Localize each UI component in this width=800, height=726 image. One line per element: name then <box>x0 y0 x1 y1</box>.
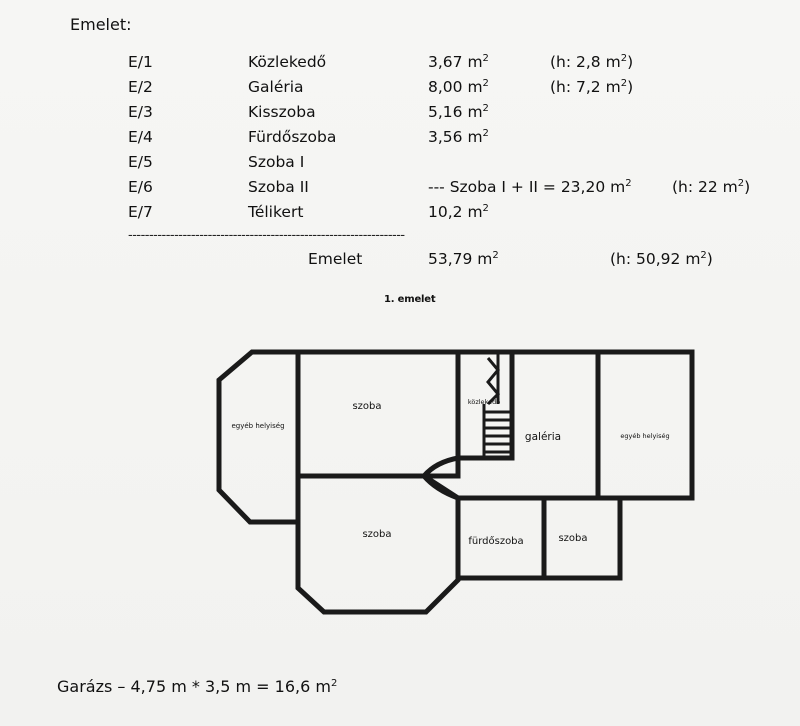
room-name: Szoba I <box>248 153 305 171</box>
label-egyeb-right: egyéb helyiség <box>620 432 670 440</box>
section-heading: Emelet: <box>70 15 132 34</box>
room-name: Télikert <box>248 203 304 221</box>
room-h-area: (h: 2,8 $m^2$) <box>550 53 634 71</box>
room-code: E/4 <box>128 128 153 146</box>
room-code: E/2 <box>128 78 153 96</box>
label-galeria: galéria <box>524 431 562 443</box>
room-code: E/6 <box>128 178 153 196</box>
room-area: 10,2 $m^2$ <box>428 203 489 221</box>
label-egyeb-left: egyéb helyiség <box>231 422 285 430</box>
room-area: 3,56 $m^2$ <box>428 128 489 146</box>
room-area: 8,00 $m^2$ <box>428 78 489 96</box>
total-label: Emelet <box>308 250 363 268</box>
label-szoba-small: szoba <box>558 533 588 544</box>
label-szoba-bottom: szoba <box>362 529 392 540</box>
room-code: E/5 <box>128 153 153 171</box>
room-name: Kisszoba <box>248 103 316 121</box>
plan-title: 1. emelet <box>384 294 436 305</box>
wall-szoba-top <box>298 352 458 476</box>
plan-walls <box>219 352 692 612</box>
room-area: --- Szoba I + II = 23,20 $m^2$ <box>428 178 632 196</box>
label-furdoszoba: fürdőszoba <box>468 536 524 547</box>
room-code: E/3 <box>128 103 153 121</box>
room-area: 5,16 $m^2$ <box>428 103 489 121</box>
wall-szoba-bottom <box>298 476 458 612</box>
divider-line: ------------------------------------------------------------------ <box>128 228 405 243</box>
room-name: Szoba II <box>248 178 309 196</box>
room-h-area: (h: 7,2 $m^2$) <box>550 78 634 96</box>
total-h-area: (h: 50,92 $m^2$) <box>610 250 713 268</box>
garage-line: Garázs – 4,75 m * 3,5 m = 16,6 $m^2$ <box>57 677 338 696</box>
total-area: 53,79 $m^2$ <box>428 250 499 268</box>
room-code: E/1 <box>128 53 153 71</box>
label-szoba-top: szoba <box>352 401 382 412</box>
label-kozlekedo: közlekedő <box>467 398 501 406</box>
room-name: Galéria <box>248 78 304 96</box>
room-name: Közlekedő <box>248 53 327 71</box>
room-code: E/7 <box>128 203 153 221</box>
wall-egyeb-left <box>219 352 298 522</box>
room-name: Fürdőszoba <box>248 128 337 146</box>
room-h-area: (h: 22 $m^2$) <box>672 178 751 196</box>
room-area: 3,67 $m^2$ <box>428 53 489 71</box>
